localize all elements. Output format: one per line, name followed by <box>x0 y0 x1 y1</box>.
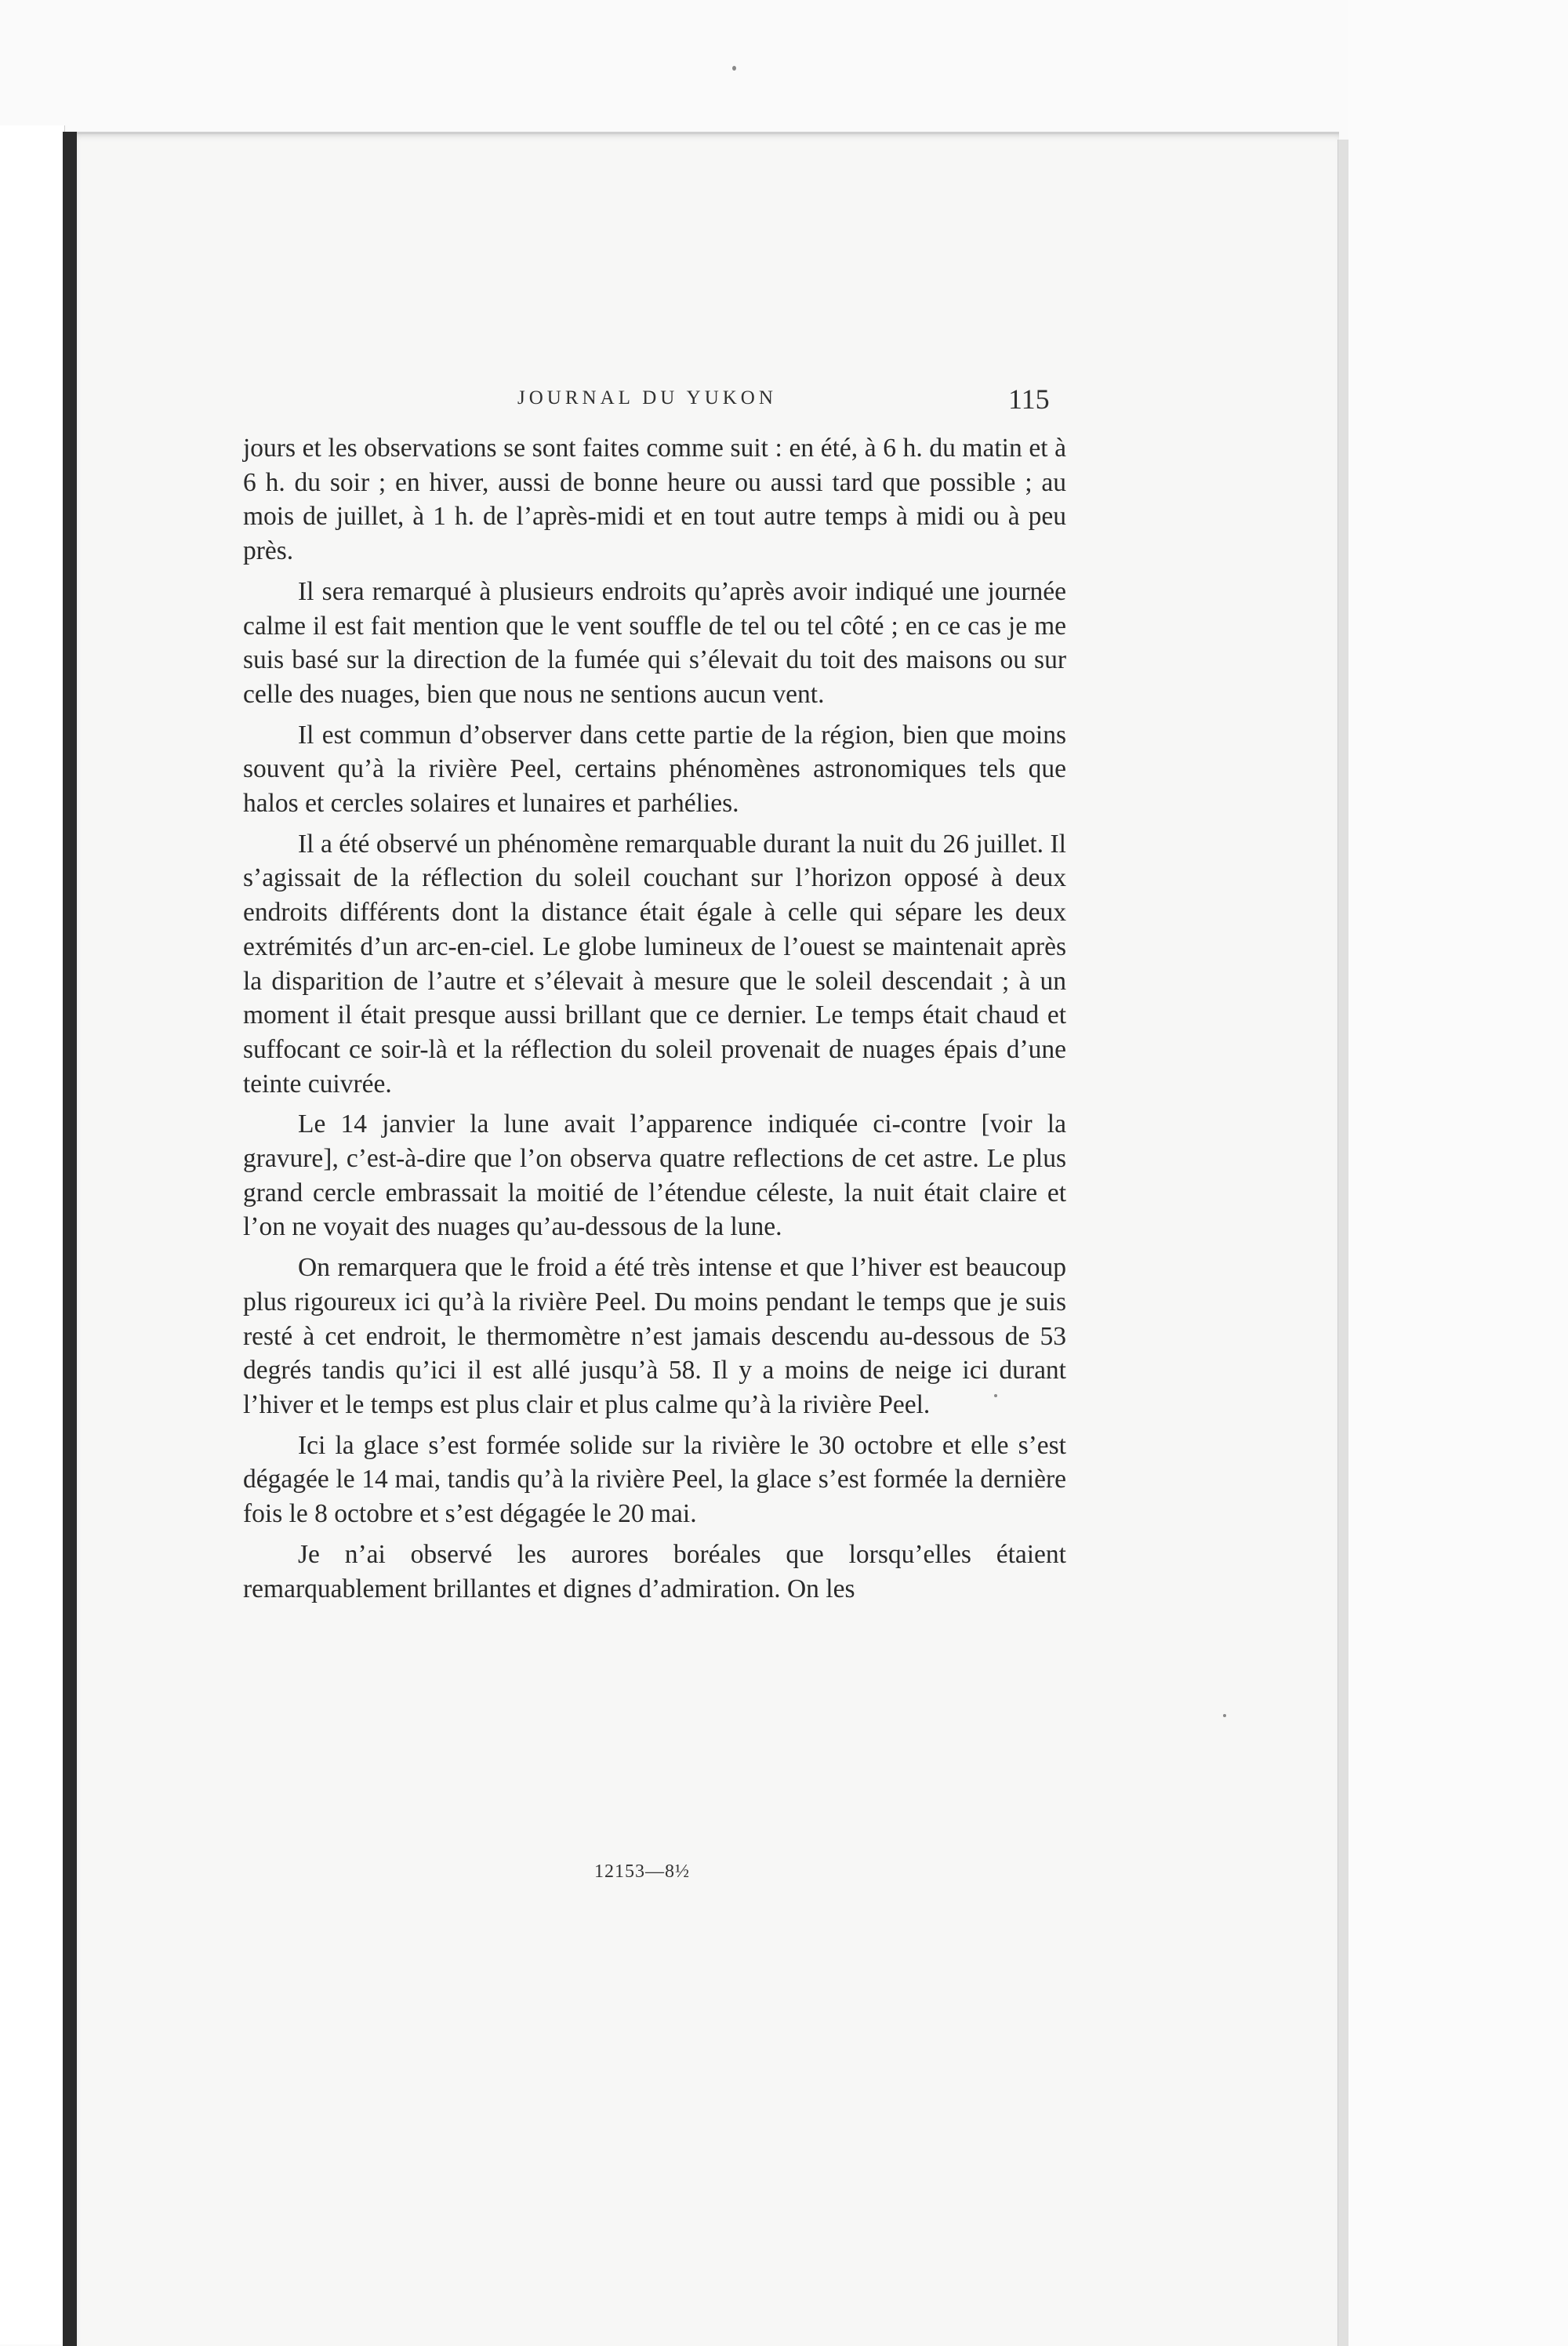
page-fore-edge <box>1338 140 1349 2346</box>
page-number: 115 <box>1008 383 1050 415</box>
scan-outer-margin <box>1348 0 1568 2346</box>
binding-shadow <box>63 132 77 2346</box>
paragraph: Je n’ai observé les aurores boréales que lorsqu’elles étaient remarquablement brillantes et dignes d’admiration. On les <box>243 1539 1066 1603</box>
paragraph: Le 14 janvier la lune avait l’apparence indiquée ci-contre [voir la gravure], c’est-à-dire que l’on observa quatre reflections de cet astre. Le plus grand cercle embrassait la moitié de l’étendue céleste, la nuit était claire et l’on ne voyait des nuages qu’au-dessous de la lune. <box>243 1109 1066 1242</box>
paragraph: Il est commun d’observer dans cette partie de la région, bien que moins souvent qu’à la rivière Peel, certains phénomènes astronomiques tels que halos et cercles solaires et lunaires et parhélies. <box>243 720 1066 819</box>
paragraph: On remarquera que le froid a été très intense et que l’hiver est beaucoup plus rigoureux ici qu’à la rivière Peel. Du moins pendant le temps que je suis resté à cet endroit, le thermomètre n’est jamais descendu au-dessous de 53 degrés tandis qu’ici il est allé jusqu’à 58. Il y a moins de neige ici durant l’hiver et le temps est plus clair et plus calme qu’à la rivière Peel. <box>243 1253 1066 1419</box>
page-header <box>517 383 1066 417</box>
running-title: JOURNAL DU YUKON <box>517 387 777 409</box>
dust-speck <box>1223 1714 1226 1717</box>
facing-page-edge <box>0 125 65 2344</box>
paragraph: jours et les observations se sont faites comme suit : en été, à 6 h. du matin et à 6 h. du soir ; en hiver, aussi de bonne heure ou aussi tard que possible ; au mois de juillet, à 1 h. de l’après-midi et en tout autre temps à midi ou à peu près. <box>243 434 1066 566</box>
paragraph: Il sera remarqué à plusieurs endroits qu’après avoir indiqué une journée calme il est fait mention que le vent souffle de tel ou tel côté ; en ce cas je me suis basé sur la direction de la fumée qui s’élevait du toit des maisons ou sur celle des nuages, bien que nous ne sentions aucun vent. <box>243 576 1066 709</box>
paragraph: Il a été observé un phénomène remarquable durant la nuit du 26 juillet. Il s’agissait de la réflection du soleil couchant sur l’horizon opposé à deux endroits différents dont la distance était égale à celle qui sépare les deux extrémités d’un arc-en-ciel. Le globe lumineux de l’ouest se maintenait après la disparition de l’autre et s’élevait à mesure que le soleil descendait ; à un moment il était presque aussi brillant que ce dernier. Le temps était chaud et suffocant ce soir-là et la réflection du soleil provenait de nuages épais d’une teinte cuivrée. <box>243 829 1066 1099</box>
page-top-edge <box>77 132 1339 134</box>
paragraph: Ici la glace s’est formée solide sur la rivière le 30 octobre et elle s’est dégagée le 14 mai, tandis qu’à la rivière Peel, la glace s’est formée la dernière fois le 8 octobre et s’est dégagée le 20 mai. <box>243 1430 1066 1529</box>
printer-signature-mark: 12153—8½ <box>594 1861 690 1882</box>
body-text <box>243 431 1066 1612</box>
dust-speck <box>732 66 736 71</box>
